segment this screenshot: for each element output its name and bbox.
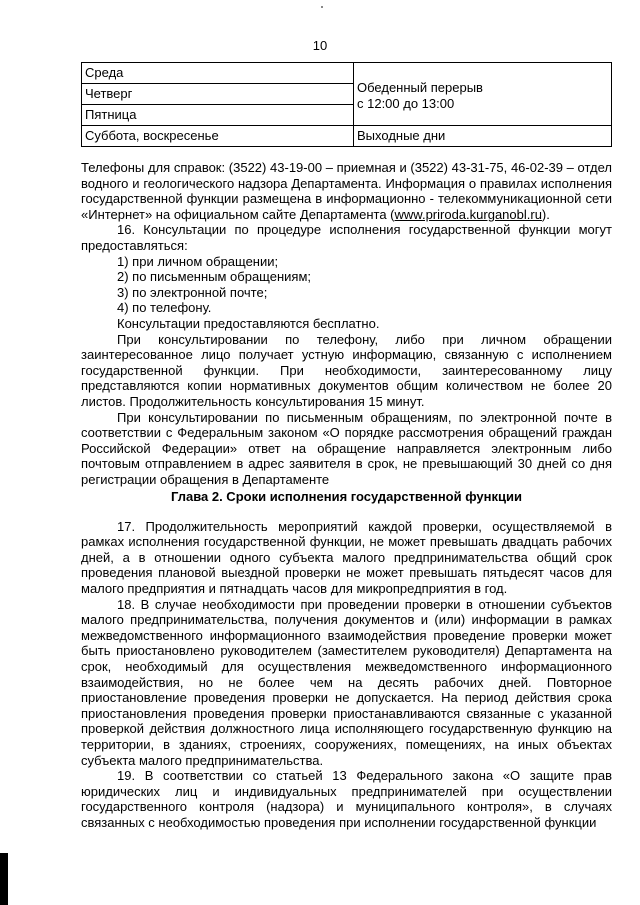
paragraph-18: 18. В случае необходимости при проведении проверки в отношении субъектов малого предпринимательства, получения документов и (или) информации в рамках межведомственного информационного взаимодействия проведение проверки может быть приостановлено руководителем (заместителем руководителя) Департамента на срок, необходимый для осуществления межведомственного информационного взаимодействия, но не более чем на десять рабочих дней. Повторное приостановление проведения проверки не допускается. На период действия срока приостановления проведения проверки приостанавливаются связанные с указанной проверкой действия должностного лица исполняющего государственную функцию на территории, в зданиях, строениях, сооружениях, помещениях, на иных объектах субъекта малого предпринимательства. bbox=[81, 596, 612, 768]
chapter-2-section bbox=[81, 489, 612, 830]
chapter-title: Глава 2. Сроки исполнения государственной функции bbox=[170, 489, 522, 504]
day-cell: Четверг bbox=[82, 84, 354, 105]
table-row bbox=[82, 63, 612, 84]
day-cell: Пятница bbox=[82, 105, 354, 126]
scan-speck bbox=[321, 6, 323, 8]
list-item: 3) по электронной почте; bbox=[117, 284, 268, 300]
lunch-break-time: с 12:00 до 13:00 bbox=[357, 95, 455, 111]
written-consultation-paragraph: При консультировании по письменным обращениям, по электронной почте в соответствии с Федеральным законом «О порядке рассмотрения обращений граждан Российской Федерации» ответ на обращение направляется электронным либо почтовым отправлением в адрес заявителя в срок, не превышающий 30 дней со дня регистрации обращения в Департаменте bbox=[81, 409, 612, 487]
free-consultation-text: Консультации предоставляются бесплатно. bbox=[117, 315, 380, 331]
phone-consultation-paragraph: При консультировании по телефону, либо при личном обращении заинтересованное лицо получает устную информацию, связанную с исполнением государственной функции. При необходимости, заинтересованному лицу представляются копии нормативных документов общим количеством не более 20 листов. Продолжительность консультирования 15 минут. bbox=[81, 331, 612, 409]
paragraph-16: 16. Консультации по процедуре исполнения государственной функции могут предоставляться: bbox=[81, 222, 612, 253]
lunch-break-label: Обеденный перерыв bbox=[357, 79, 483, 95]
phones-paragraph bbox=[81, 160, 612, 222]
consultation-section bbox=[81, 160, 612, 487]
page-number: 10 bbox=[312, 38, 328, 53]
schedule-table bbox=[81, 62, 612, 147]
weekend-value-cell: Выходные дни bbox=[354, 126, 612, 147]
day-cell: Суббота, воскресенье bbox=[82, 126, 354, 147]
website-link[interactable]: www.priroda.kurganobl.ru bbox=[394, 206, 542, 222]
lunch-break-cell bbox=[354, 63, 612, 126]
list-item: 2) по письменным обращениям; bbox=[117, 269, 311, 285]
list-item: 4) по телефону. bbox=[117, 300, 212, 316]
paragraph-17: 17. Продолжительность мероприятий каждой проверки, осуществляемой в рамках исполнения государственной функции, не может превышать двадцать рабочих дней, а в отношении одного субъекта малого предпринимательства общий срок проведения плановой выездной проверки не может превышать пятьдесят часов для малого предприятия и пятнадцать часов для микропредприятия в год. bbox=[81, 518, 612, 596]
scan-edge-mark bbox=[0, 853, 8, 905]
table-row bbox=[82, 126, 612, 147]
phones-text: Телефоны для справок: (3522) 43-19-00 – приемная и (3522) 43-31-75, 46-02-39 – отдел водного и геологического надзора Департамента. Информация о правилах исполнения государственной функции размещена в информационно - телекоммуникационной сети «Интернет» на официальном сайте Департамента ( bbox=[81, 160, 612, 222]
list-item: 1) при личном обращении; bbox=[117, 253, 279, 269]
phones-text-end: ). bbox=[541, 206, 550, 222]
paragraph-19: 19. В соответствии со статьей 13 Федерального закона «О защите прав юридических лиц и индивидуальных предпринимателей при осуществлении государственного контроля (надзора) и муниципального контроля», в случаях связанных с необходимостью проведения при исполнении государственной функции bbox=[81, 768, 612, 830]
day-cell: Среда bbox=[82, 63, 354, 84]
